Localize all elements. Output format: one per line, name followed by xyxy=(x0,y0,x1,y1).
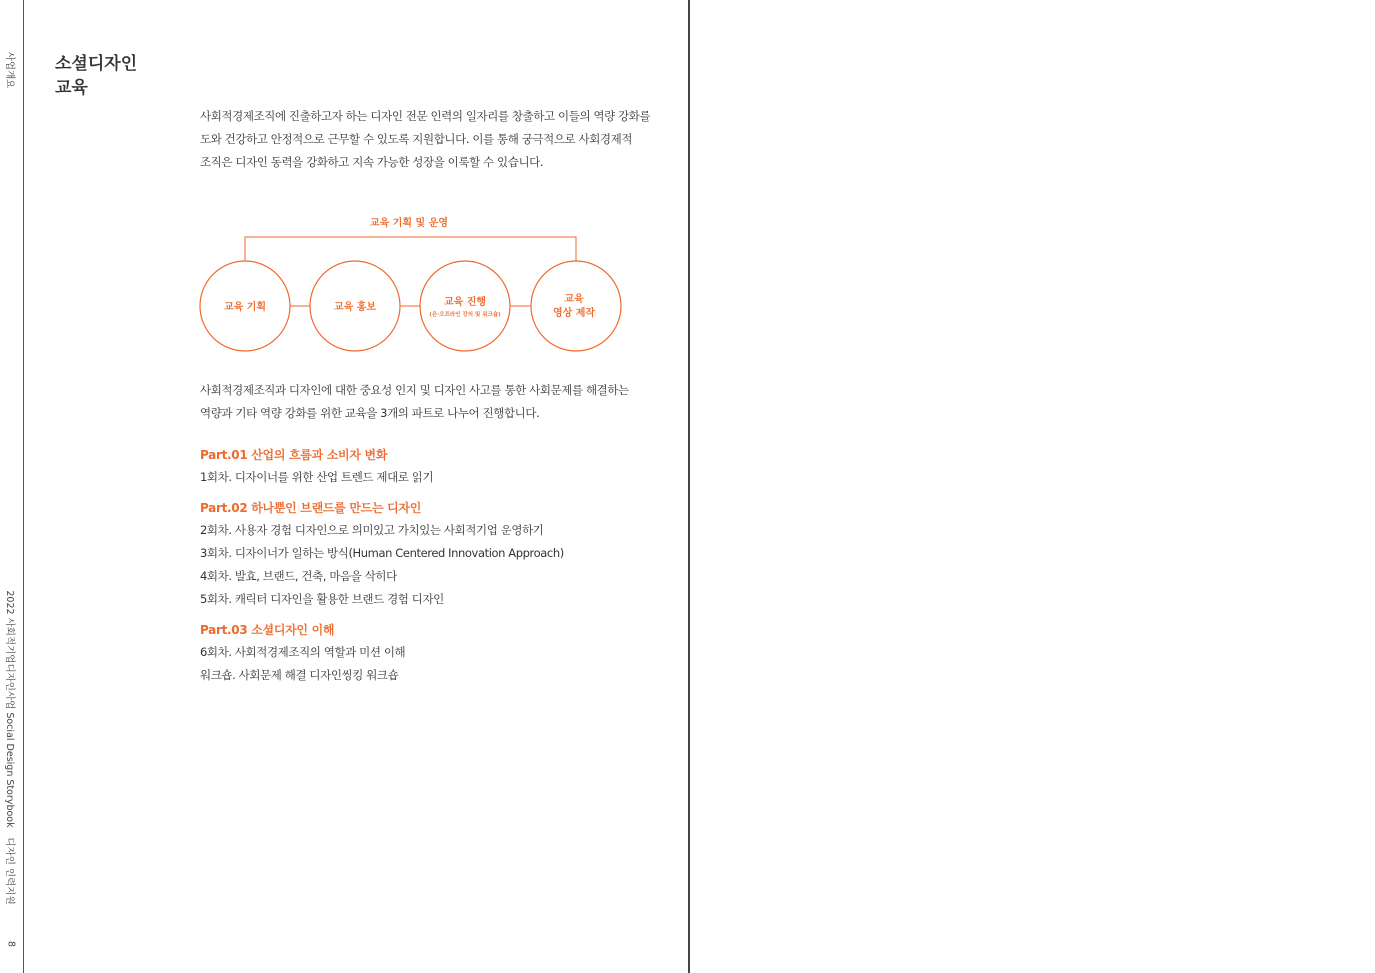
page-spine xyxy=(688,0,690,973)
node-label: 교육 홍보 xyxy=(333,302,377,313)
page-number: 8 xyxy=(5,940,17,948)
part-title: Part.03 소셜디자인 이해 xyxy=(200,623,335,637)
intro-line: 사회적경제조직에 진출하고자 하는 디자인 전문 인력의 일자리를 창출하고 이들의 역량 강화를 xyxy=(200,109,651,123)
sidebar-category: 디자인 인력지원 xyxy=(4,837,15,905)
node-label: 교육 진행 xyxy=(443,297,487,308)
diagram-node-promotion xyxy=(310,261,400,351)
session-item: 2회차. 사용자 경험 디자인으로 의미있고 가치있는 사회적기업 운영하기 xyxy=(200,523,544,537)
body-paragraph xyxy=(200,379,630,425)
diagram-node-progress xyxy=(420,261,510,351)
body-line: 역량과 기타 역량 강화를 위한 교육을 3개의 파트로 나누어 진행합니다. xyxy=(200,406,540,420)
body-line: 사회적경제조직과 디자인에 대한 중요성 인지 및 디자인 사고를 통한 사회문제를 해결하는 xyxy=(200,383,629,397)
node-label: 영상 제작 xyxy=(552,308,596,319)
part-title: Part.02 하나뿐인 브랜드를 만드는 디자인 xyxy=(200,501,421,515)
page-title xyxy=(55,52,137,100)
education-process-diagram xyxy=(195,210,630,360)
page-title-line-2: 교육 xyxy=(55,78,88,98)
sidebar-book-title: 2022 사회적기업디자인사업 Social Design Storybook xyxy=(4,590,15,828)
diagram-node-video xyxy=(531,261,621,351)
sidebar-section-label: 사업개요 xyxy=(4,51,15,89)
diagram-bracket xyxy=(245,237,576,261)
session-item: 4회차. 발효, 브랜드, 건축, 마음을 삭히다 xyxy=(200,569,397,583)
session-item: 워크숍. 사회문제 해결 디자인씽킹 워크숍 xyxy=(200,668,399,682)
session-item: 6회차. 사회적경제조직의 역할과 미션 이해 xyxy=(200,645,406,659)
node-label: 교육 xyxy=(564,294,584,305)
intro-line: 도와 건강하고 안정적으로 근무할 수 있도록 지원합니다. 이를 통해 궁극적으로 사회경제적 xyxy=(200,132,633,146)
session-item: 1회차. 디자이너를 위한 산업 트렌드 제대로 읽기 xyxy=(200,470,434,484)
session-item: 3회차. 디자이너가 일하는 방식(Human Centered Innovation Approach) xyxy=(200,546,564,560)
node-sublabel: (온·오프라인 강의 및 워크숍) xyxy=(429,312,501,318)
diagram-label: 교육 기획 및 운영 xyxy=(369,218,449,229)
page-title-line-1: 소셜디자인 xyxy=(55,54,138,74)
session-item: 5회차. 캐릭터 디자인을 활용한 브랜드 경험 디자인 xyxy=(200,592,444,606)
node-label: 교육 기획 xyxy=(223,302,267,313)
diagram-node-planning xyxy=(200,261,290,351)
intro-line: 조직은 디자인 동력을 강화하고 지속 가능한 성장을 이룩할 수 있습니다. xyxy=(200,155,544,169)
left-margin-rule xyxy=(23,0,24,973)
curriculum-list xyxy=(200,444,660,687)
intro-paragraph xyxy=(200,105,651,174)
part-title: Part.01 산업의 흐름과 소비자 변화 xyxy=(200,448,388,462)
